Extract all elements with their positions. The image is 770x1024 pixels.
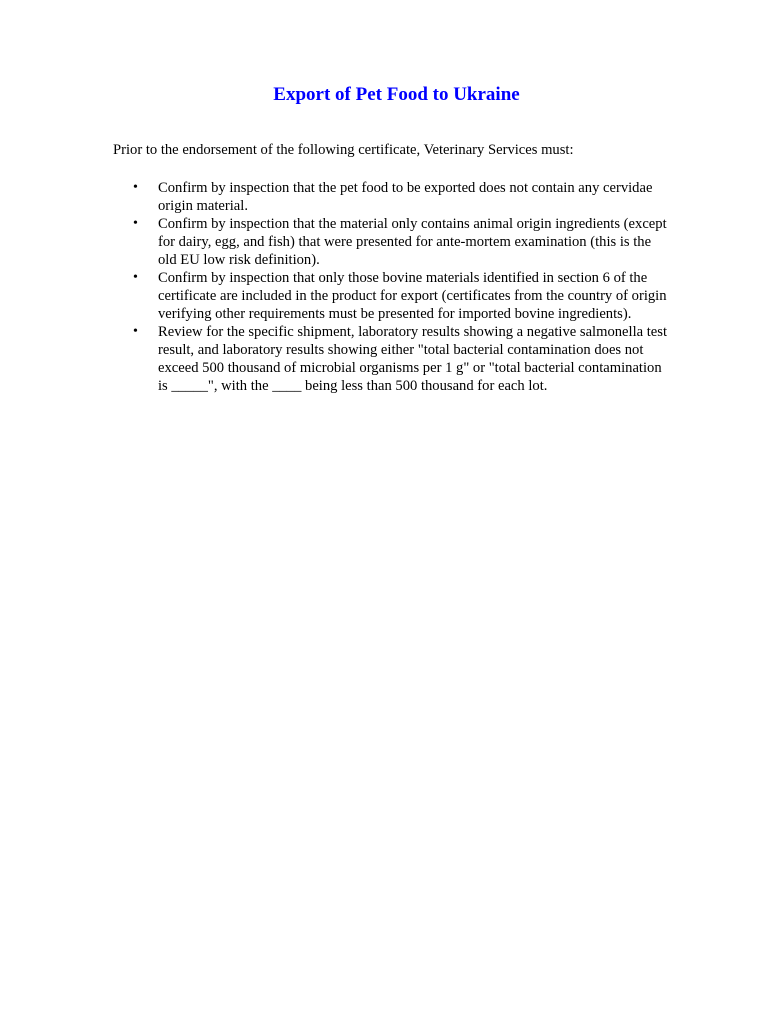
list-item-text: Confirm by inspection that the pet food to be exported does not contain any cervidae origin material. (158, 180, 653, 214)
list-item-text: Review for the specific shipment, laboratory results showing a negative salmonella test result, and laboratory results showing either "total bacterial contamination does not exceed 500 thousand of microbial organisms per 1 g" or "total bacterial contamination is _____", with the ____ being less than 500 thousand for each lot. (158, 324, 668, 394)
list-item (131, 179, 671, 215)
intro-paragraph: Prior to the endorsement of the following certificate, Veterinary Services must: (113, 142, 574, 158)
bullet-icon: • (133, 216, 138, 231)
list-item (131, 269, 671, 323)
list-item (131, 323, 671, 395)
document-title: Export of Pet Food to Ukraine (273, 84, 520, 105)
list-item-text: Confirm by inspection that only those bovine materials identified in section 6 of the certificate are included in the product for export (certificates from the country of origin verifying other requirements must be presented for imported bovine ingredients). (158, 270, 667, 322)
list-item-text: Confirm by inspection that the material only contains animal origin ingredients (except for dairy, egg, and fish) that were presented for ante-mortem examination (this is the old EU low risk definition). (158, 216, 667, 268)
bullet-icon: • (133, 324, 138, 339)
list-item (131, 215, 671, 269)
bullet-icon: • (133, 270, 138, 285)
bullet-icon: • (133, 180, 138, 195)
requirements-list (131, 179, 671, 395)
